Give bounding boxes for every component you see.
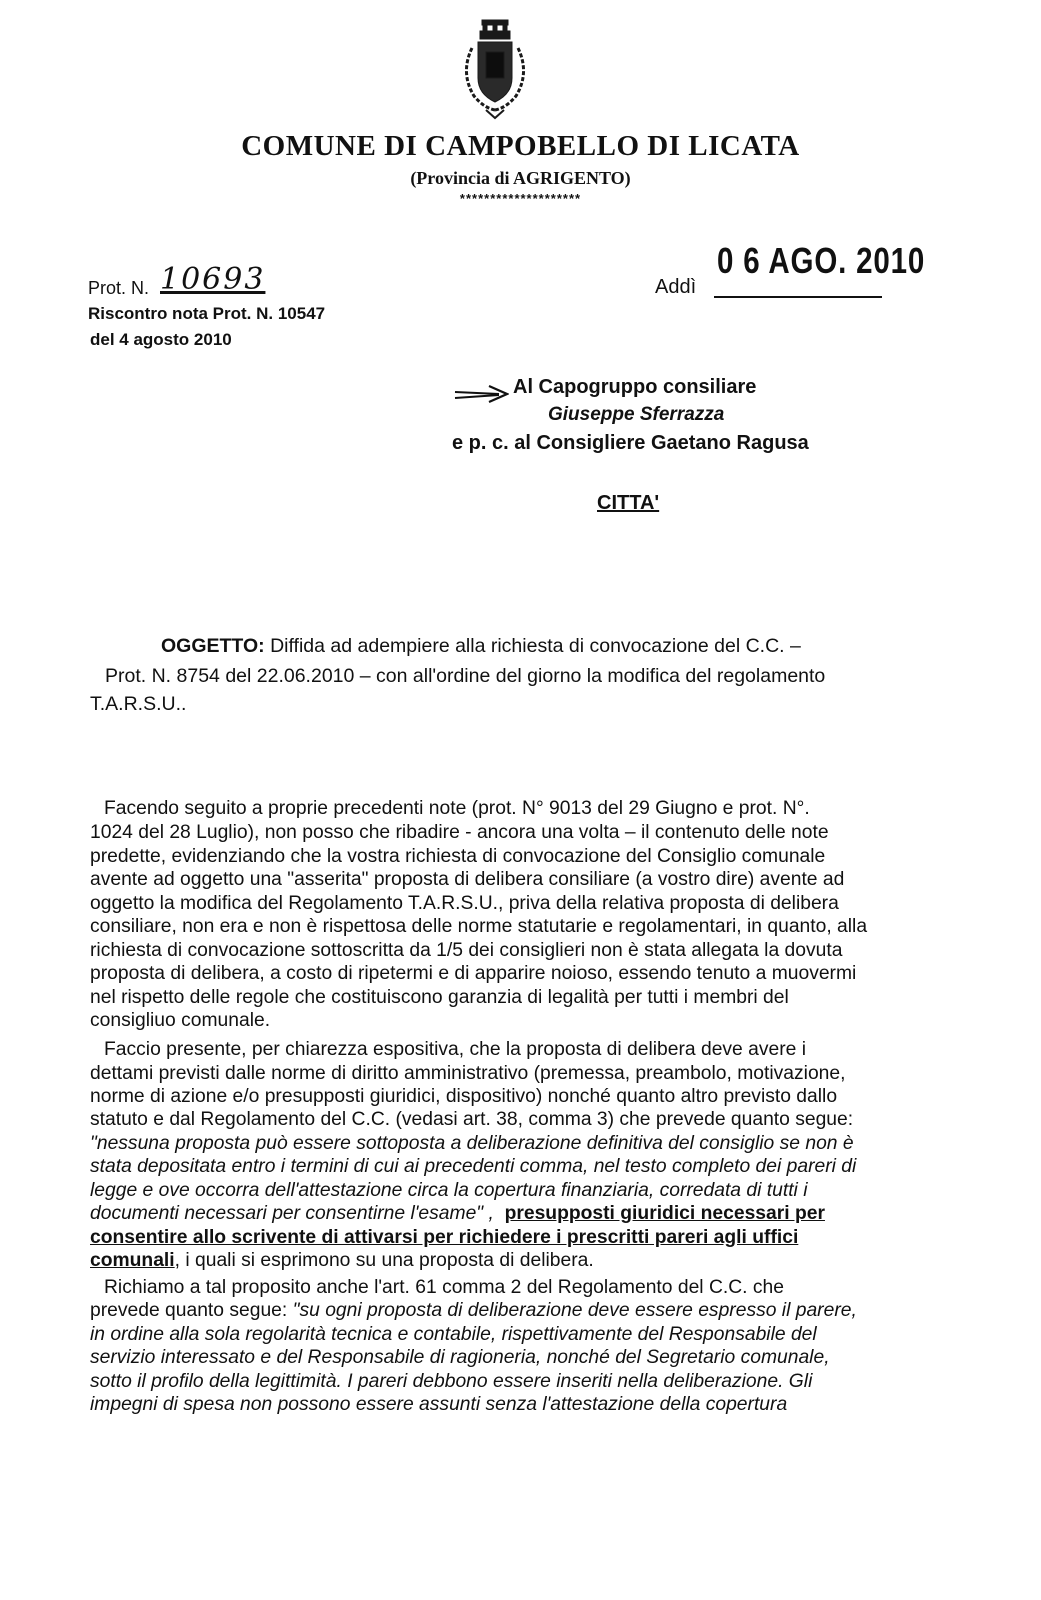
body-p3-quote-line: in ordine alla sola regolarità tecnica e contabile, rispettivamente del Responsabile del: [90, 1324, 817, 1345]
body-p1-line: consigliuo comunale.: [90, 1010, 271, 1031]
body-p3-quote-line: impegni di spesa non possono essere assunti senza l'attestazione della copertura: [90, 1394, 788, 1415]
quote-end: documenti necessari per consentirne l'esame" ,: [90, 1203, 494, 1224]
subject-line-1: [161, 634, 801, 658]
emphasis-text: comunali: [90, 1250, 175, 1271]
body-p1-line: predette, evidenziando che la vostra richiesta di convocazione del Consiglio comunale: [90, 846, 826, 867]
protocol-label: Prot. N.: [88, 278, 150, 298]
body-p3-quote-line: sotto il profilo della legittimità. I pareri debbono essere inseriti nella deliberazione. Gli: [90, 1371, 813, 1392]
body-p1-line: consiliare, non era e non è rispettosa delle norme statutarie e regolamentari, in quanto, alla: [90, 916, 868, 937]
province-line: (Provincia di AGRIGENTO): [410, 168, 631, 188]
subject-line-2: Prot. N. 8754 del 22.06.2010 – con all'ordine del giorno la modifica del regolamento: [105, 665, 826, 687]
body-p2-mixed-line: [90, 1203, 825, 1226]
date-stamp: 0 6 AGO. 2010: [717, 240, 926, 281]
date-label: Addì: [655, 276, 697, 298]
body-p2-line: Faccio presente, per chiarezza espositiva, che la proposta di delibera deve avere i: [104, 1039, 807, 1060]
body-p1-line: avente ad oggetto una "asserita" proposta di delibera consiliare (a vostro dire) avente ad: [90, 869, 845, 890]
body-p1-line: oggetto la modifica del Regolamento T.A.R.S.U., priva della relativa proposta di delibera: [90, 893, 839, 914]
reference-date-line: del 4 agosto 2010: [90, 330, 232, 349]
subject-text-1: Diffida ad adempiere alla richiesta di convocazione del C.C. –: [270, 635, 801, 657]
body-p3-quote-line: servizio interessato e del Responsabile di ragioneria, nonché del Segretario comunale,: [90, 1347, 830, 1368]
emphasis-text: presupposti giuridici necessari per: [504, 1203, 825, 1224]
coat-of-arms-icon: [452, 18, 538, 124]
body-p2-line: statuto e dal Regolamento del C.C. (vedasi art. 38, comma 3) che prevede quanto segue:: [90, 1109, 854, 1130]
subject-line-3: T.A.R.S.U..: [90, 693, 187, 715]
protocol-number-handwritten: 10693: [160, 262, 266, 297]
body-p1-line: proposta di delibera, a costo di ripetermi e di apparire noioso, essendo tenuto a muovermi: [90, 963, 857, 984]
body-p2-line: norme di azione e/o presupposti giuridici, dispositivo) nonché quanto altro previsto dallo: [90, 1086, 838, 1107]
body-p1-line: Facendo seguito a proprie precedenti note (prot. N° 9013 del 29 Giugno e prot. N°.: [104, 798, 810, 819]
body-p1-line: nel rispetto delle regole che costituiscono garanzia di legalità per tutti i membri del: [90, 987, 789, 1008]
body-p2-quote-line: "nessuna proposta può essere sottoposta a deliberazione definitiva del consiglio se non è: [90, 1133, 854, 1154]
body-p3-line: Richiamo a tal proposito anche l'art. 61 comma 2 del Regolamento del C.C. che: [104, 1277, 784, 1298]
subject-label: OGGETTO:: [161, 635, 265, 657]
body-p3-quote-start: "su ogni proposta di deliberazione deve essere espresso il parere,: [292, 1300, 857, 1321]
body-p1-line: richiesta di convocazione sottoscritta da 1/5 dei consiglieri non è stata allegata la dovuta: [90, 940, 843, 961]
body-p1-line: 1024 del 28 Luglio), non posso che ribadire - ancora una volta – il contenuto delle note: [90, 822, 829, 843]
recipient-group-leader: Al Capogruppo consiliare: [513, 376, 757, 398]
arrow-right-icon: [453, 382, 509, 406]
body-p2-tail: , i quali si esprimono su una proposta di delibera.: [174, 1250, 594, 1271]
body-p3-intro: prevede quanto segue:: [90, 1300, 293, 1321]
recipient-name: Giuseppe Sferrazza: [548, 404, 725, 425]
municipality-name: COMUNE DI CAMPOBELLO DI LICATA: [241, 130, 800, 162]
header-separator: ********************: [459, 191, 582, 206]
body-p2-quote-line: legge e ove occorra dell'attestazione circa la copertura finanziaria, corredata di tutti i: [90, 1180, 808, 1201]
recipient-city: CITTA': [597, 492, 660, 514]
body-p2-tail-line: [90, 1250, 594, 1273]
reference-note-line: Riscontro nota Prot. N. 10547: [88, 304, 326, 323]
body-p2-quote-line: stata depositata entro i termini di cui ai precedenti comma, nel testo completo dei pareri di: [90, 1156, 857, 1177]
body-p2-line: dettami previsti dalle norme di diritto amministrativo (premessa, preambolo, motivazione,: [90, 1063, 846, 1084]
recipient-cc: e p. c. al Consigliere Gaetano Ragusa: [452, 432, 809, 454]
emphasis-line: consentire allo scrivente di attivarsi per richiedere i prescritti pareri agli uffici: [90, 1227, 799, 1248]
date-underline: [714, 296, 882, 298]
body-p3-mixed-line: [90, 1300, 857, 1323]
